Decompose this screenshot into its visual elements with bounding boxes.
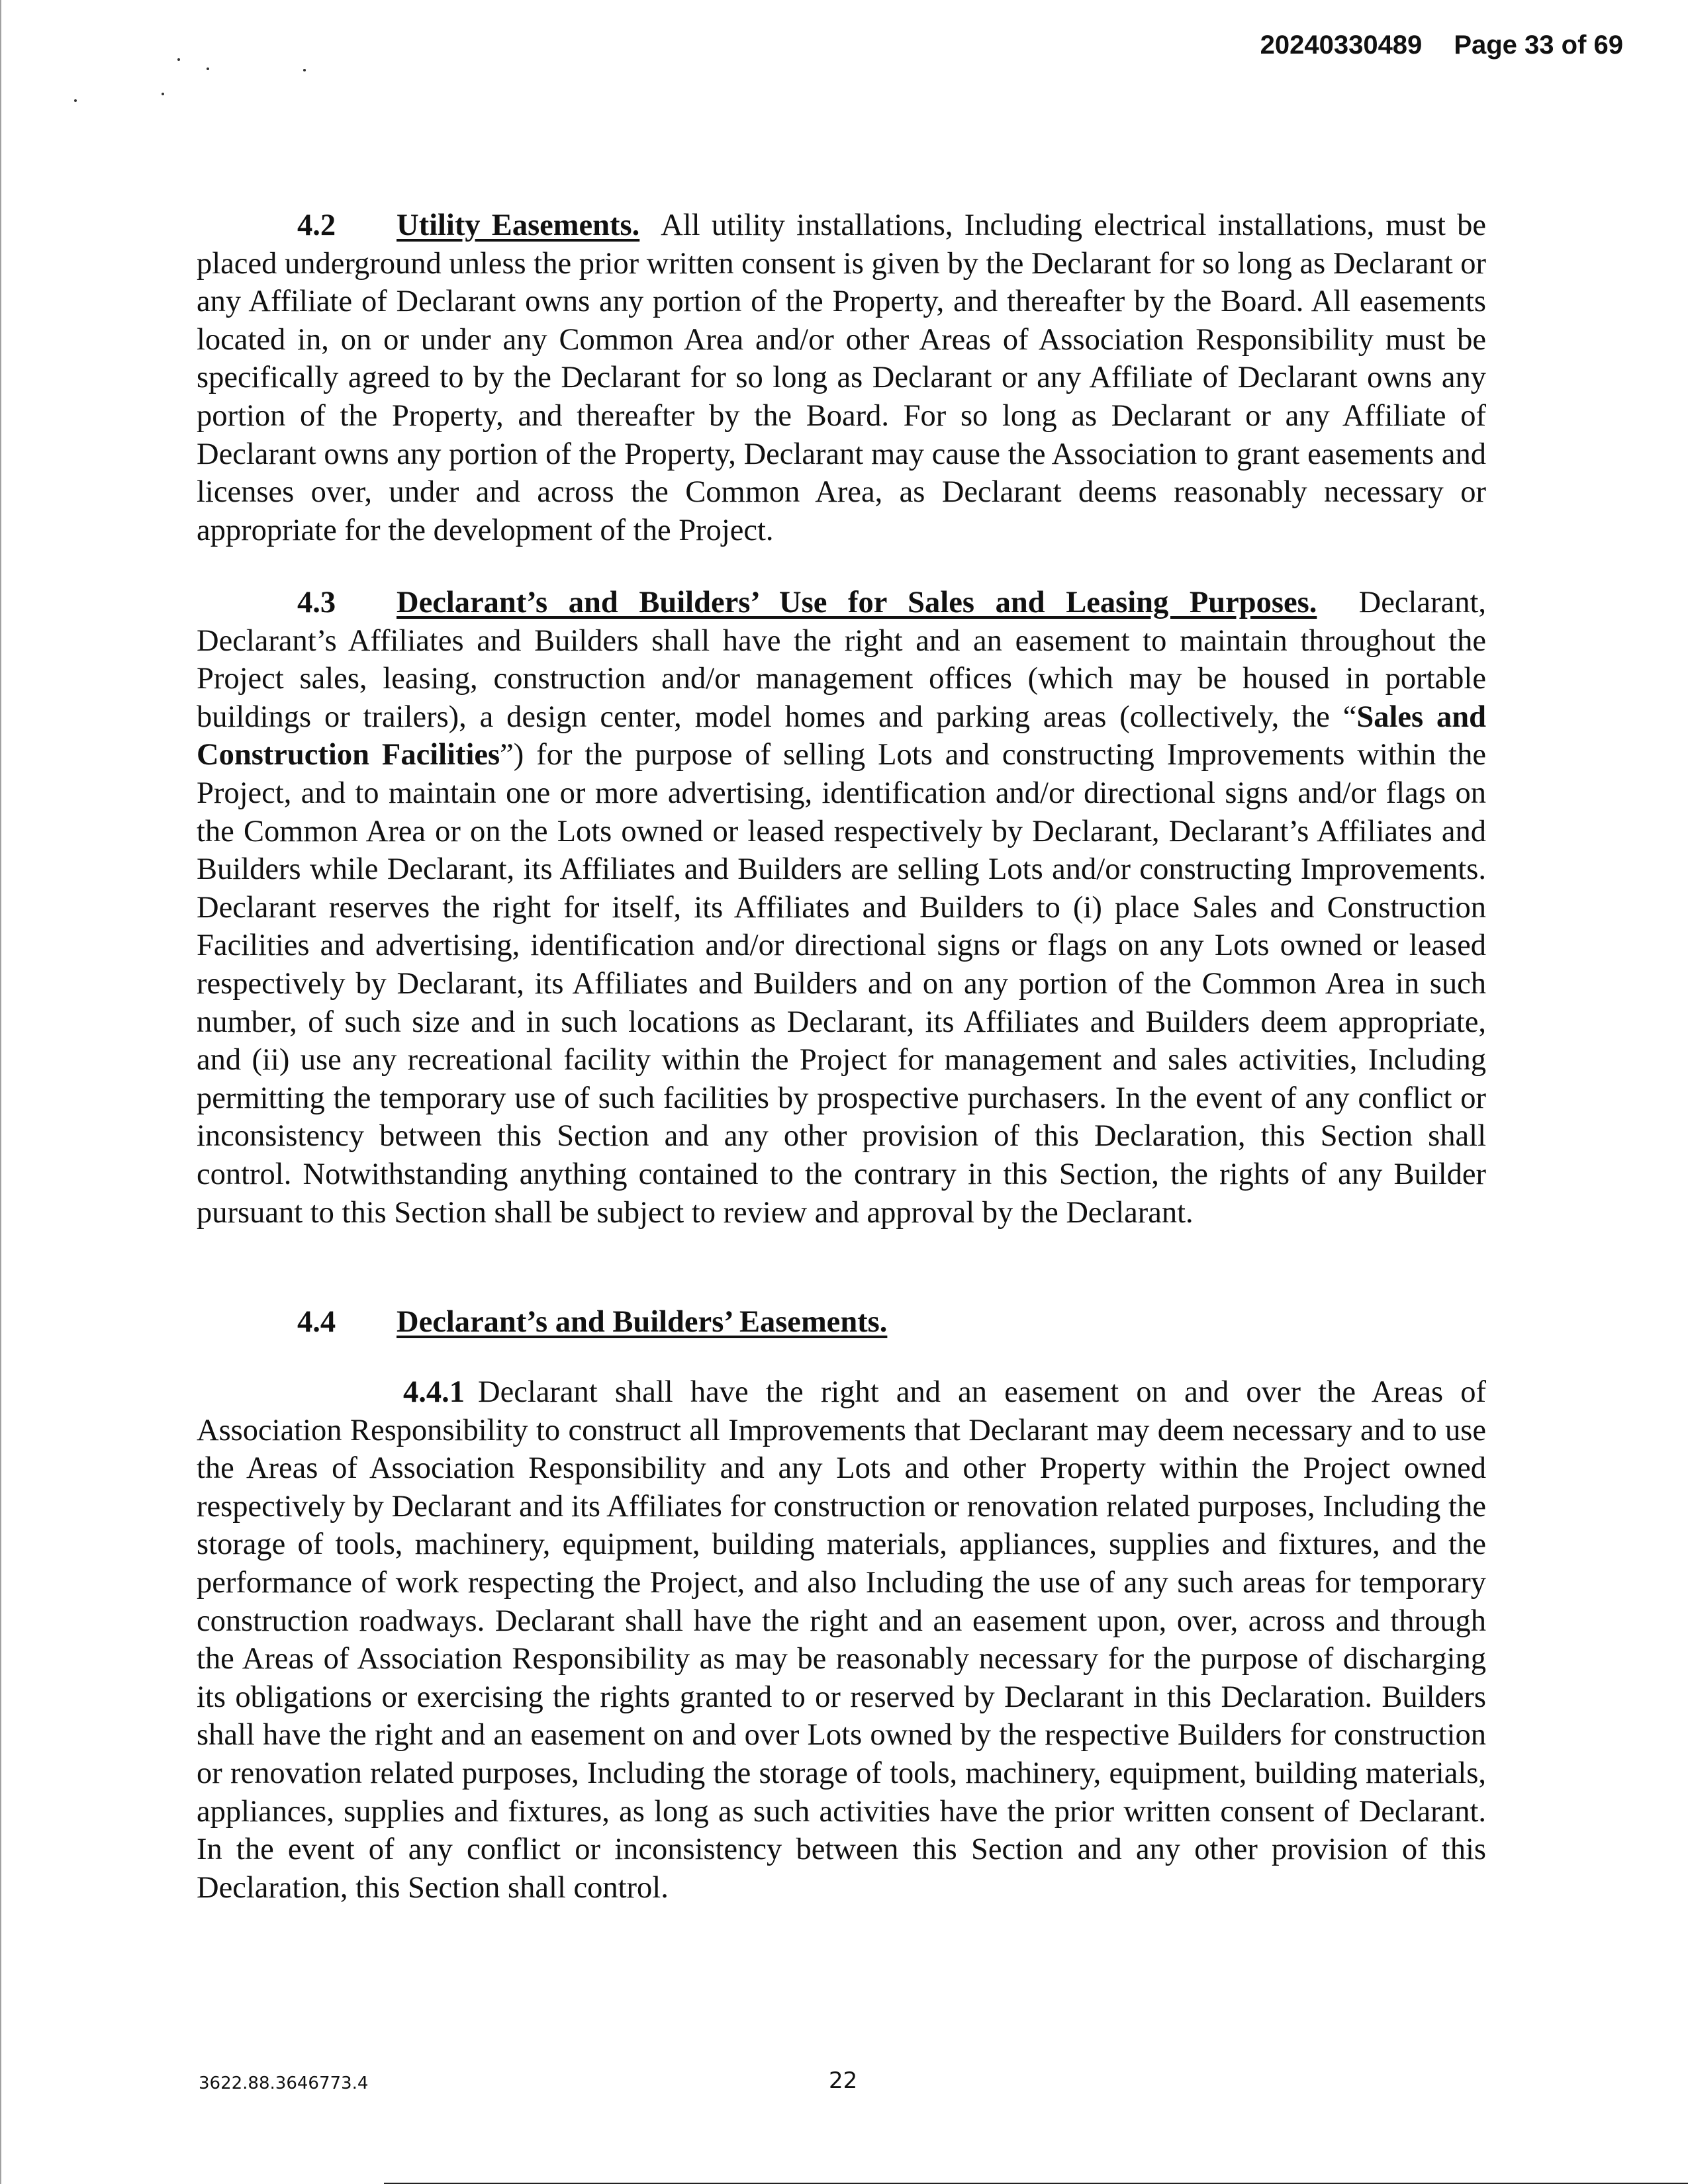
section-4-2 (197, 206, 1486, 549)
document-number: 20240330489 (1260, 30, 1423, 60)
footer-document-id: 3622.88.3646773.4 (199, 2073, 369, 2093)
section-number: 4.4 (297, 1305, 336, 1339)
scan-edge-line (0, 0, 1, 2184)
defined-term: Sales and Construction Facilities (197, 700, 1486, 772)
section-4-4-1 (197, 1373, 1486, 1907)
section-title: Declarant’s and Builders’ Easements. (397, 1305, 888, 1339)
section-body: Declarant, Declarant’s Affiliates and Builders shall have the right and an easement to maintain throughout the Project sales, leasing, construction and/or management offices (which may be housed in portable buildings or trailers), a design center, model homes and parking areas (collectively, the “ (197, 586, 1486, 734)
section-number: 4.2 (297, 208, 336, 242)
section-title: Utility Easements. (397, 208, 640, 242)
scan-speck (207, 68, 209, 70)
footer-page-number: 22 (829, 2068, 858, 2094)
scan-speck (177, 58, 180, 61)
section-body: All utility installations, Including electrical installations, must be placed underground unless the prior written consent is given by the Declarant for so long as Declarant or any Affiliate of Declarant owns any portion of the Property, and thereafter by the Board. All easements located in, on or under any Common Area and/or other Areas of Association Responsibility must be specifically agreed to by the Declarant for so long as Declarant or any Affiliate of Declarant owns any portion of the Property, and thereafter by the Board. For so long as Declarant or any Affiliate of Declarant owns any portion of the Property, Declarant may cause the Association to grant easements and licenses over, under and across the Common Area, as Declarant deems reasonably necessary or appropriate for the development of the Project. (197, 208, 1486, 547)
scan-speck (303, 69, 306, 71)
recording-header (1260, 30, 1623, 60)
section-number: 4.3 (297, 586, 336, 619)
section-body: Declarant shall have the right and an easement on and over the Areas of Association Responsibility to construct all Improvements that Declarant may deem necessary and to use the Areas of Association Responsibility and any Lots and other Property within the Project owned respectively by Declarant and its Affiliates for construction or renovation related purposes, Including the storage of tools, machinery, equipment, building materials, appliances, supplies and fixtures, and the performance of work respecting the Project, and also Including the use of any such areas for temporary construction roadways. Declarant shall have the right and an easement upon, over, across and through the Areas of Association Responsibility as may be reasonably necessary for the purpose of discharging its obligations or exercising the rights granted to or reserved by Declarant in this Declaration. Builders shall have the right and an easement on and over Lots owned by the respective Builders for construction or renovation related purposes, Including the storage of tools, machinery, equipment, building materials, appliances, supplies and fixtures, as long as such activities have the prior written consent of Declarant. In the event of any conflict or inconsistency between this Section and any other provision of this Declaration, this Section shall control. (197, 1375, 1486, 1905)
section-number: 4.4.1 (403, 1375, 465, 1409)
section-4-4 (197, 1303, 1486, 1342)
section-title: Declarant’s and Builders’ Use for Sales and Leasing Purposes. (397, 586, 1317, 619)
section-body-continued: ”) for the purpose of selling Lots and constructing Improvements within the Project, and to maintain one or more advertising, identification and/or directional signs and/or flags on the Common Area or on the Lots owned or leased respectively by Declarant, Declarant’s Affiliates and Builders while Declarant, its Affiliates and Builders are selling Lots and/or constructing Improvements. Declarant reserves the right for itself, its Affiliates and Builders to (i) place Sales and Construction Facilities and advertising, identification and/or directional signs or flags on any Lots owned or leased respectively by Declarant, its Affiliates and Builders and on any portion of the Common Area in such number, of such size and in such locations as Declarant, its Affiliates and Builders deem appropriate, and (ii) use any recreational facility within the Project for management and sales activities, Including permitting the temporary use of such facilities by prospective purchasers. In the event of any conflict or inconsistency between this Section and any other provision of this Declaration, this Section shall control. Notwithstanding anything contained to the contrary in this Section, the rights of any Builder pursuant to this Section shall be subject to review and approval by the Declarant. (197, 738, 1486, 1230)
section-4-3 (197, 584, 1486, 1232)
scan-speck (74, 99, 77, 102)
page-label: Page 33 of 69 (1454, 30, 1623, 60)
scan-speck (162, 93, 164, 95)
